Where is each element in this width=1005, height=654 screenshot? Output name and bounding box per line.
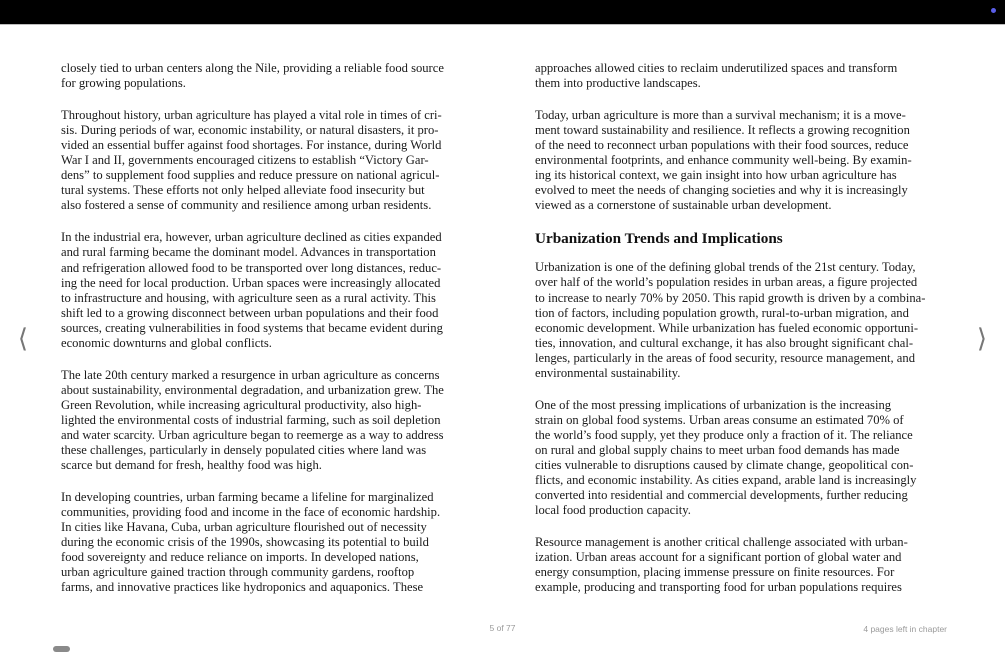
section-heading: Urbanization Trends and Implications <box>535 230 783 248</box>
text-line: to infrastructure and housing, with agriculture seen as a rural activity. This <box>61 290 436 305</box>
text-line: In developing countries, urban farming became a lifeline for marginalized <box>61 490 434 505</box>
text-line: The late 20th century marked a resurgence in urban agriculture as concerns <box>61 367 440 382</box>
text-line: lenges, particularly in the areas of food security, resource management, and <box>535 350 915 365</box>
text-line: urban agriculture gained traction through community gardens, rooftop <box>61 565 415 580</box>
text-line: farms, and innovative practices like hydroponics and aquaponics. These <box>61 580 424 595</box>
paragraph <box>535 398 947 518</box>
text-line: of the need to reconnect urban populations with their food sources, reduce <box>535 138 909 153</box>
text-line: food sovereignty and reduce reliance on imports. In developed nations, <box>61 550 419 565</box>
text-line: Urbanization is one of the defining global trends of the 21st century. Today, <box>535 260 916 275</box>
left-page <box>61 61 473 612</box>
text-line: closely tied to urban centers along the Nile, providing a reliable food source <box>61 61 444 75</box>
text-line: ment toward sustainability and resilience. It reflects a growing recognition <box>535 123 910 138</box>
text-line: tural systems. These efforts not only helped alleviate food insecurity but <box>61 183 425 198</box>
text-line: ing its historical context, we gain insight into how urban agriculture has <box>535 168 897 183</box>
text-line: these challenges, particularly in densely populated cities where land was <box>61 443 427 458</box>
text-line: tion of factors, including population growth, rural-to-urban migration, and <box>535 305 909 320</box>
paragraph <box>61 230 473 350</box>
text-line: environmental sustainability. <box>535 365 681 380</box>
text-line: local food production capacity. <box>535 503 691 518</box>
text-line: and water scarcity. Urban agriculture began to reemerge as a way to address <box>61 427 444 442</box>
text-line: ing the need for local production. Urban spaces were increasingly allocated <box>61 275 441 290</box>
text-line: In the industrial era, however, urban agriculture declined as cities expanded <box>61 230 442 245</box>
text-line: ization. Urban areas account for a significant portion of global water and <box>535 550 902 565</box>
text-line: sources, creating vulnerabilities in food systems that became evident during <box>61 320 443 335</box>
status-indicator-icon <box>991 8 996 13</box>
text-line: for growing populations. <box>61 76 186 91</box>
text-line: and rural farming became the dominant model. Advances in transportation <box>61 245 436 260</box>
text-line: Green Revolution, while increasing agricultural productivity, also high- <box>61 397 422 412</box>
text-line: cities vulnerable to disruptions caused by climate change, geopolitical con- <box>535 457 914 472</box>
text-line: and refrigeration allowed food to be transported over long distances, reduc- <box>61 260 442 275</box>
text-line: on rural and global supply chains to meet urban food demands has made <box>535 442 900 457</box>
paragraph <box>535 108 947 213</box>
text-line: them into productive landscapes. <box>535 76 701 91</box>
text-line: vided an essential buffer against food shortages. For instance, during World <box>61 138 442 153</box>
text-line: sis. During periods of war, economic instability, or natural disasters, it pro- <box>61 123 439 138</box>
text-line: flicts, and economic instability. As cities expand, arable land is increasingly <box>535 473 917 488</box>
chevron-left-icon: ⟨ <box>17 324 29 354</box>
paragraph <box>61 368 473 473</box>
text-line: One of the most pressing implications of urbanization is the increasing <box>535 397 892 412</box>
text-line: economic downturns and global conflicts. <box>61 335 272 350</box>
text-line: In cities like Havana, Cuba, urban agriculture flourished out of necessity <box>61 520 427 535</box>
chevron-right-icon: ⟩ <box>976 324 988 354</box>
text-line: also fostered a sense of community and resilience among urban residents. <box>61 198 432 213</box>
text-line: Throughout history, urban agriculture has played a vital role in times of cri- <box>61 108 442 123</box>
previous-page-button[interactable] <box>13 322 33 356</box>
text-line: Today, urban agriculture is more than a survival mechanism; it is a move- <box>535 108 906 123</box>
text-line: ties, innovation, and cultural exchange, it has also brought significant chal- <box>535 335 914 350</box>
text-line: economic development. While urbanization has fueled economic opportuni- <box>535 320 919 335</box>
text-line: War I and II, governments encouraged citizens to establish “Victory Gar- <box>61 153 429 168</box>
text-line: communities, providing food and income in the face of economic hardship. <box>61 505 441 520</box>
text-line: example, producing and transporting food for urban populations requires <box>535 580 902 595</box>
text-line: about sustainability, environmental degradation, and urbanization grew. The <box>61 382 444 397</box>
text-line: approaches allowed cities to reclaim underutilized spaces and transform <box>535 61 898 75</box>
paragraph <box>61 490 473 595</box>
paragraph <box>535 61 947 91</box>
text-line: to increase to nearly 70% by 2050. This rapid growth is driven by a combina- <box>535 290 926 305</box>
progress-scrubber-handle[interactable] <box>53 646 70 652</box>
text-line: scarce but demand for fresh, healthy food was high. <box>61 458 322 473</box>
paragraph <box>61 61 473 91</box>
text-line: Resource management is another critical challenge associated with urban- <box>535 535 908 550</box>
text-line: over half of the world’s population resides in urban areas, a figure projected <box>535 275 918 290</box>
paragraph <box>61 108 473 213</box>
text-line: environmental footprints, and enhance community well-being. By examin- <box>535 153 912 168</box>
page-indicator: 5 of 77 <box>489 623 516 633</box>
text-line: during the economic crisis of the 1990s, showcasing its potential to build <box>61 535 429 550</box>
paragraph <box>535 260 947 380</box>
text-line: converted into residential and commercial developments, further reducing <box>535 488 908 503</box>
text-line: viewed as a cornerstone of sustainable urban development. <box>535 198 832 213</box>
right-page <box>535 61 947 612</box>
text-line: shift led to a growing disconnect between urban populations and their food <box>61 305 439 320</box>
top-bar <box>0 0 1005 25</box>
pages-left-in-chapter: 4 pages left in chapter <box>863 624 947 634</box>
text-line: the world’s food supply, yet they produce only a fraction of it. The reliance <box>535 427 913 442</box>
text-line: dens” to supplement food supplies and reduce pressure on national agricul- <box>61 168 440 183</box>
paragraph <box>535 535 947 595</box>
text-line: evolved to meet the needs of changing societies and why it is increasingly <box>535 183 908 198</box>
text-line: energy consumption, placing immense pressure on finite resources. For <box>535 565 895 580</box>
text-line: strain on global food systems. Urban areas consume an estimated 70% of <box>535 412 904 427</box>
next-page-button[interactable] <box>972 322 992 356</box>
text-line: lighted the environmental costs of industrial farming, such as soil depletion <box>61 412 441 427</box>
